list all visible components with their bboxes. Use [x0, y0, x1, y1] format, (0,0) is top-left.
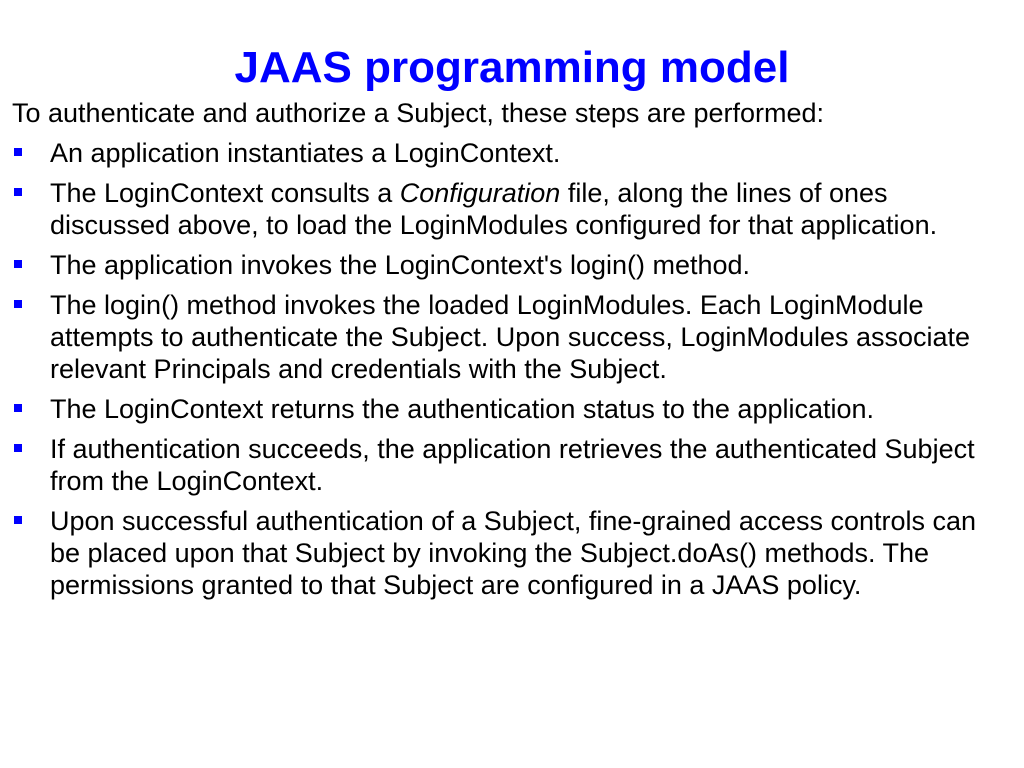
bullet-item: [12, 433, 1012, 497]
square-bullet-icon: [14, 444, 22, 452]
intro-text: To authenticate and authorize a Subject, these steps are performed:: [12, 98, 825, 128]
bullet-text: The application invokes the LoginContext's login() method.: [50, 250, 751, 280]
bullet-text: The LoginContext returns the authentication status to the application.: [50, 394, 875, 424]
bullet-item: [12, 177, 1012, 241]
square-bullet-icon: [14, 300, 22, 308]
bullet-item: [12, 137, 1012, 169]
square-bullet-icon: [14, 516, 22, 524]
bullet-item: [12, 249, 1012, 281]
bullet-list: [12, 137, 1012, 601]
slide-body: [12, 97, 1012, 609]
configuration-emphasis: Configuration: [399, 178, 561, 208]
bullet-text: The login() method invokes the loaded LoginModules. Each LoginModule attempts to authenticate the Subject. Upon success, LoginModules associate relevant Principals and credentials with the Subject.: [50, 290, 971, 384]
bullet-text-part: The LoginContext consults a: [50, 178, 400, 208]
slide-title: JAAS programming model: [234, 43, 790, 92]
square-bullet-icon: [14, 148, 22, 156]
bullet-text: Upon successful authentication of a Subject, fine-grained access controls can be placed upon that Subject by invoking the Subject.doAs() methods. The permissions granted to that Subject are configured in a JAAS policy.: [50, 506, 977, 600]
square-bullet-icon: [14, 404, 22, 412]
bullet-text: If authentication succeeds, the application retrieves the authenticated Subject from the LoginContext.: [50, 434, 975, 496]
square-bullet-icon: [14, 260, 22, 268]
square-bullet-icon: [14, 188, 22, 196]
bullet-item: [12, 393, 1012, 425]
bullet-item: [12, 289, 1012, 385]
bullet-text-part: file, along the lines of ones discussed above, to load the LoginModules configured for that application.: [50, 178, 938, 240]
bullet-text: An application instantiates a LoginContext.: [50, 138, 561, 168]
bullet-text: [50, 178, 937, 240]
bullet-item: [12, 505, 1012, 601]
